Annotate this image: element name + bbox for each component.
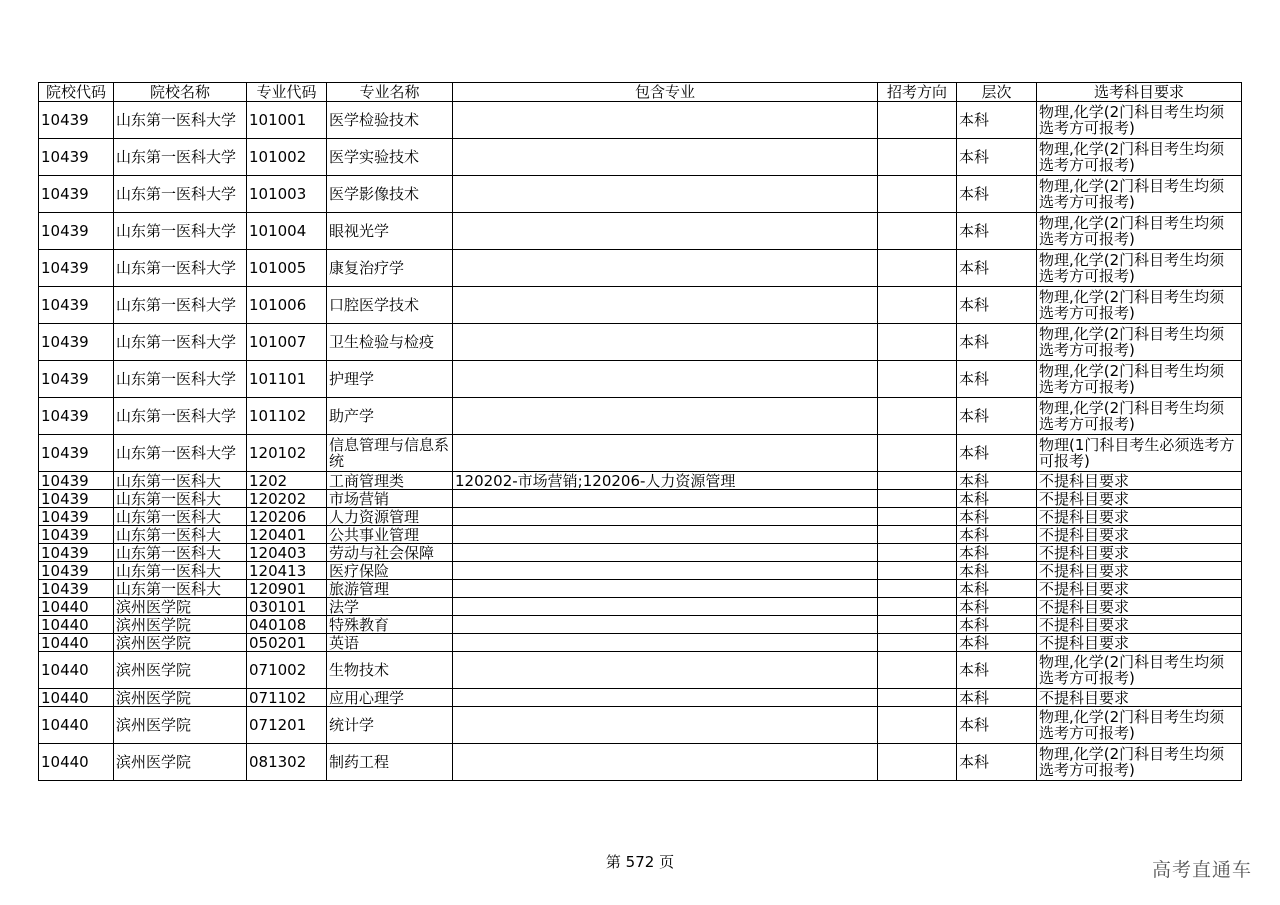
cell-subject-requirement: 物理,化学(2门科目考生均须选考方可报考) xyxy=(1037,213,1242,250)
cell-included-majors xyxy=(453,102,878,139)
cell-level: 本科 xyxy=(957,616,1037,634)
cell-school-name: 山东第一医科大学 xyxy=(114,361,247,398)
cell-subject-requirement: 物理,化学(2门科目考生均须选考方可报考) xyxy=(1037,707,1242,744)
cell-subject-requirement: 物理,化学(2门科目考生均须选考方可报考) xyxy=(1037,176,1242,213)
cell-major-name: 助产学 xyxy=(327,398,453,435)
cell-school-name: 山东第一医科大 xyxy=(114,526,247,544)
cell-direction xyxy=(878,707,957,744)
cell-subject-requirement: 不提科目要求 xyxy=(1037,472,1242,490)
cell-major-code: 081302 xyxy=(247,744,327,781)
cell-school-name: 山东第一医科大 xyxy=(114,562,247,580)
cell-school-name: 滨州医学院 xyxy=(114,744,247,781)
cell-direction xyxy=(878,526,957,544)
cell-major-code: 101101 xyxy=(247,361,327,398)
cell-direction xyxy=(878,508,957,526)
cell-school-name: 山东第一医科大学 xyxy=(114,398,247,435)
cell-included-majors xyxy=(453,544,878,562)
header-major-code: 专业代码 xyxy=(247,83,327,102)
cell-school-name: 山东第一医科大学 xyxy=(114,435,247,472)
cell-major-name: 制药工程 xyxy=(327,744,453,781)
cell-school-code: 10439 xyxy=(39,435,114,472)
cell-major-code: 120413 xyxy=(247,562,327,580)
cell-major-name: 信息管理与信息系统 xyxy=(327,435,453,472)
cell-subject-requirement: 物理,化学(2门科目考生均须选考方可报考) xyxy=(1037,139,1242,176)
cell-included-majors xyxy=(453,634,878,652)
cell-major-code: 071102 xyxy=(247,689,327,707)
cell-major-name: 医学实验技术 xyxy=(327,139,453,176)
cell-major-name: 劳动与社会保障 xyxy=(327,544,453,562)
cell-level: 本科 xyxy=(957,324,1037,361)
cell-level: 本科 xyxy=(957,744,1037,781)
cell-direction xyxy=(878,490,957,508)
cell-subject-requirement: 物理,化学(2门科目考生均须选考方可报考) xyxy=(1037,744,1242,781)
cell-school-code: 10439 xyxy=(39,213,114,250)
cell-school-code: 10439 xyxy=(39,287,114,324)
cell-included-majors xyxy=(453,526,878,544)
cell-subject-requirement: 不提科目要求 xyxy=(1037,526,1242,544)
cell-subject-requirement: 物理,化学(2门科目考生均须选考方可报考) xyxy=(1037,361,1242,398)
cell-major-code: 101007 xyxy=(247,324,327,361)
cell-included-majors xyxy=(453,324,878,361)
cell-major-name: 市场营销 xyxy=(327,490,453,508)
table-row xyxy=(39,562,1242,580)
cell-direction xyxy=(878,213,957,250)
watermark: 高考直通车 xyxy=(1151,859,1252,881)
cell-subject-requirement: 不提科目要求 xyxy=(1037,634,1242,652)
table-row xyxy=(39,398,1242,435)
cell-subject-requirement: 不提科目要求 xyxy=(1037,616,1242,634)
cell-school-name: 滨州医学院 xyxy=(114,634,247,652)
cell-included-majors: 120202-市场营销;120206-人力资源管理 xyxy=(453,472,878,490)
cell-direction xyxy=(878,562,957,580)
cell-school-code: 10440 xyxy=(39,689,114,707)
cell-school-name: 山东第一医科大学 xyxy=(114,324,247,361)
cell-school-name: 山东第一医科大学 xyxy=(114,287,247,324)
table-row xyxy=(39,472,1242,490)
cell-major-name: 护理学 xyxy=(327,361,453,398)
cell-major-name: 旅游管理 xyxy=(327,580,453,598)
cell-subject-requirement: 不提科目要求 xyxy=(1037,689,1242,707)
table-row xyxy=(39,707,1242,744)
cell-included-majors xyxy=(453,580,878,598)
cell-subject-requirement: 不提科目要求 xyxy=(1037,562,1242,580)
cell-level: 本科 xyxy=(957,102,1037,139)
cell-level: 本科 xyxy=(957,435,1037,472)
cell-included-majors xyxy=(453,361,878,398)
cell-major-name: 卫生检验与检疫 xyxy=(327,324,453,361)
cell-level: 本科 xyxy=(957,287,1037,324)
cell-major-code: 120401 xyxy=(247,526,327,544)
cell-major-code: 101002 xyxy=(247,139,327,176)
cell-subject-requirement: 不提科目要求 xyxy=(1037,508,1242,526)
cell-level: 本科 xyxy=(957,652,1037,689)
cell-subject-requirement: 物理,化学(2门科目考生均须选考方可报考) xyxy=(1037,398,1242,435)
cell-level: 本科 xyxy=(957,250,1037,287)
header-level: 层次 xyxy=(957,83,1037,102)
cell-major-code: 120403 xyxy=(247,544,327,562)
cell-included-majors xyxy=(453,652,878,689)
table-row xyxy=(39,176,1242,213)
cell-included-majors xyxy=(453,213,878,250)
cell-level: 本科 xyxy=(957,580,1037,598)
cell-school-code: 10439 xyxy=(39,472,114,490)
cell-subject-requirement: 不提科目要求 xyxy=(1037,490,1242,508)
cell-included-majors xyxy=(453,398,878,435)
cell-level: 本科 xyxy=(957,707,1037,744)
cell-direction xyxy=(878,580,957,598)
table-row xyxy=(39,526,1242,544)
cell-direction xyxy=(878,689,957,707)
cell-major-code: 071002 xyxy=(247,652,327,689)
cell-school-name: 山东第一医科大 xyxy=(114,472,247,490)
cell-school-code: 10439 xyxy=(39,490,114,508)
table-row xyxy=(39,598,1242,616)
cell-direction xyxy=(878,652,957,689)
cell-direction xyxy=(878,361,957,398)
cell-included-majors xyxy=(453,287,878,324)
cell-major-name: 工商管理类 xyxy=(327,472,453,490)
table-row xyxy=(39,490,1242,508)
cell-major-code: 120202 xyxy=(247,490,327,508)
cell-major-name: 医学影像技术 xyxy=(327,176,453,213)
cell-subject-requirement: 不提科目要求 xyxy=(1037,580,1242,598)
cell-level: 本科 xyxy=(957,213,1037,250)
cell-included-majors xyxy=(453,689,878,707)
cell-subject-requirement: 物理,化学(2门科目考生均须选考方可报考) xyxy=(1037,324,1242,361)
cell-direction xyxy=(878,102,957,139)
cell-subject-requirement: 物理,化学(2门科目考生均须选考方可报考) xyxy=(1037,287,1242,324)
cell-direction xyxy=(878,139,957,176)
cell-school-code: 10439 xyxy=(39,508,114,526)
cell-major-name: 统计学 xyxy=(327,707,453,744)
cell-subject-requirement: 不提科目要求 xyxy=(1037,598,1242,616)
cell-direction xyxy=(878,472,957,490)
cell-direction xyxy=(878,435,957,472)
table-row xyxy=(39,689,1242,707)
cell-level: 本科 xyxy=(957,689,1037,707)
cell-school-code: 10439 xyxy=(39,526,114,544)
cell-school-code: 10440 xyxy=(39,634,114,652)
cell-included-majors xyxy=(453,176,878,213)
cell-direction xyxy=(878,544,957,562)
cell-school-code: 10439 xyxy=(39,176,114,213)
cell-level: 本科 xyxy=(957,361,1037,398)
cell-included-majors xyxy=(453,139,878,176)
table-row xyxy=(39,544,1242,562)
cell-school-name: 滨州医学院 xyxy=(114,598,247,616)
cell-major-code: 101005 xyxy=(247,250,327,287)
cell-included-majors xyxy=(453,598,878,616)
cell-major-name: 口腔医学技术 xyxy=(327,287,453,324)
cell-subject-requirement: 物理,化学(2门科目考生均须选考方可报考) xyxy=(1037,102,1242,139)
cell-level: 本科 xyxy=(957,472,1037,490)
admission-table xyxy=(38,82,1242,781)
cell-major-name: 康复治疗学 xyxy=(327,250,453,287)
cell-school-code: 10440 xyxy=(39,652,114,689)
table-row xyxy=(39,508,1242,526)
cell-level: 本科 xyxy=(957,398,1037,435)
cell-school-code: 10439 xyxy=(39,580,114,598)
cell-major-code: 040108 xyxy=(247,616,327,634)
cell-direction xyxy=(878,250,957,287)
table-row xyxy=(39,287,1242,324)
header-school-name: 院校名称 xyxy=(114,83,247,102)
header-school-code: 院校代码 xyxy=(39,83,114,102)
table-row xyxy=(39,250,1242,287)
cell-level: 本科 xyxy=(957,490,1037,508)
table-row xyxy=(39,435,1242,472)
cell-school-name: 山东第一医科大学 xyxy=(114,176,247,213)
header-direction: 招考方向 xyxy=(878,83,957,102)
cell-major-name: 特殊教育 xyxy=(327,616,453,634)
cell-level: 本科 xyxy=(957,598,1037,616)
cell-direction xyxy=(878,398,957,435)
cell-major-code: 101001 xyxy=(247,102,327,139)
cell-direction xyxy=(878,598,957,616)
cell-major-code: 101004 xyxy=(247,213,327,250)
header-major-name: 专业名称 xyxy=(327,83,453,102)
cell-school-name: 山东第一医科大 xyxy=(114,490,247,508)
cell-direction xyxy=(878,744,957,781)
cell-school-name: 山东第一医科大学 xyxy=(114,213,247,250)
cell-school-code: 10440 xyxy=(39,598,114,616)
cell-level: 本科 xyxy=(957,508,1037,526)
cell-direction xyxy=(878,616,957,634)
cell-major-name: 法学 xyxy=(327,598,453,616)
cell-level: 本科 xyxy=(957,139,1037,176)
cell-school-name: 山东第一医科大学 xyxy=(114,102,247,139)
cell-direction xyxy=(878,324,957,361)
cell-major-code: 050201 xyxy=(247,634,327,652)
table-row xyxy=(39,361,1242,398)
table-row xyxy=(39,616,1242,634)
cell-subject-requirement: 物理,化学(2门科目考生均须选考方可报考) xyxy=(1037,652,1242,689)
cell-direction xyxy=(878,176,957,213)
cell-major-name: 生物技术 xyxy=(327,652,453,689)
cell-school-name: 滨州医学院 xyxy=(114,616,247,634)
cell-school-name: 滨州医学院 xyxy=(114,689,247,707)
cell-included-majors xyxy=(453,616,878,634)
cell-included-majors xyxy=(453,250,878,287)
cell-included-majors xyxy=(453,435,878,472)
cell-included-majors xyxy=(453,490,878,508)
cell-school-name: 山东第一医科大 xyxy=(114,580,247,598)
table-row xyxy=(39,652,1242,689)
page-number: 第 572 页 xyxy=(605,853,675,871)
cell-major-code: 101006 xyxy=(247,287,327,324)
cell-major-code: 101102 xyxy=(247,398,327,435)
cell-school-code: 10439 xyxy=(39,544,114,562)
cell-subject-requirement: 物理(1门科目考生必须选考方可报考) xyxy=(1037,435,1242,472)
header-included-majors: 包含专业 xyxy=(453,83,878,102)
cell-school-name: 滨州医学院 xyxy=(114,652,247,689)
cell-included-majors xyxy=(453,707,878,744)
cell-level: 本科 xyxy=(957,526,1037,544)
cell-school-name: 山东第一医科大 xyxy=(114,508,247,526)
cell-major-code: 071201 xyxy=(247,707,327,744)
cell-major-name: 医疗保险 xyxy=(327,562,453,580)
cell-school-name: 山东第一医科大 xyxy=(114,544,247,562)
table-row xyxy=(39,324,1242,361)
cell-school-code: 10440 xyxy=(39,744,114,781)
cell-school-code: 10439 xyxy=(39,398,114,435)
cell-direction xyxy=(878,287,957,324)
table-row xyxy=(39,102,1242,139)
table-row xyxy=(39,634,1242,652)
cell-school-code: 10439 xyxy=(39,562,114,580)
cell-level: 本科 xyxy=(957,544,1037,562)
cell-level: 本科 xyxy=(957,562,1037,580)
cell-major-code: 120206 xyxy=(247,508,327,526)
cell-school-code: 10439 xyxy=(39,250,114,287)
header-subject-requirement: 选考科目要求 xyxy=(1037,83,1242,102)
cell-level: 本科 xyxy=(957,634,1037,652)
cell-major-code: 030101 xyxy=(247,598,327,616)
cell-included-majors xyxy=(453,744,878,781)
cell-major-code: 101003 xyxy=(247,176,327,213)
cell-major-code: 1202 xyxy=(247,472,327,490)
cell-subject-requirement: 不提科目要求 xyxy=(1037,544,1242,562)
table-row xyxy=(39,139,1242,176)
cell-major-name: 人力资源管理 xyxy=(327,508,453,526)
cell-major-name: 应用心理学 xyxy=(327,689,453,707)
cell-direction xyxy=(878,634,957,652)
cell-school-code: 10439 xyxy=(39,102,114,139)
cell-major-name: 医学检验技术 xyxy=(327,102,453,139)
cell-subject-requirement: 物理,化学(2门科目考生均须选考方可报考) xyxy=(1037,250,1242,287)
cell-major-name: 英语 xyxy=(327,634,453,652)
cell-major-name: 公共事业管理 xyxy=(327,526,453,544)
cell-school-code: 10440 xyxy=(39,616,114,634)
cell-school-code: 10439 xyxy=(39,324,114,361)
cell-level: 本科 xyxy=(957,176,1037,213)
cell-major-name: 眼视光学 xyxy=(327,213,453,250)
cell-school-code: 10439 xyxy=(39,361,114,398)
cell-major-code: 120102 xyxy=(247,435,327,472)
cell-school-name: 山东第一医科大学 xyxy=(114,139,247,176)
cell-school-name: 滨州医学院 xyxy=(114,707,247,744)
cell-school-code: 10439 xyxy=(39,139,114,176)
table-row xyxy=(39,580,1242,598)
table-row xyxy=(39,213,1242,250)
cell-included-majors xyxy=(453,562,878,580)
cell-major-code: 120901 xyxy=(247,580,327,598)
cell-school-name: 山东第一医科大学 xyxy=(114,250,247,287)
table-row xyxy=(39,744,1242,781)
header-row xyxy=(39,83,1242,102)
cell-school-code: 10440 xyxy=(39,707,114,744)
cell-included-majors xyxy=(453,508,878,526)
